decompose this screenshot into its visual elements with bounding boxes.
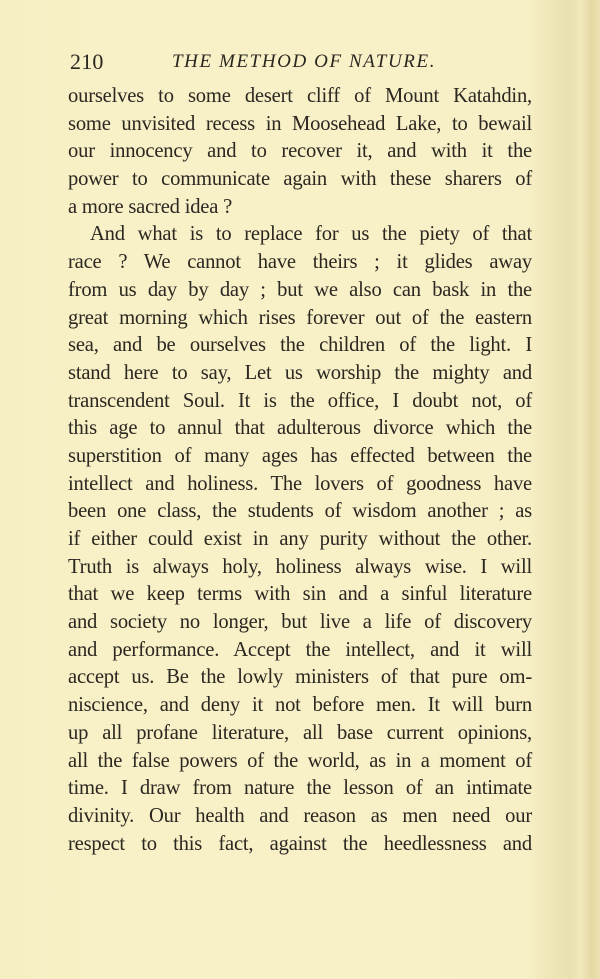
page-number: 210 xyxy=(70,49,104,74)
text-line: Truth is always holy, holiness always wise. I will xyxy=(68,555,532,578)
text-line: And what is to replace for us the piety of that xyxy=(90,223,532,246)
text-line: ourselves to some desert cliff of Mount Katahdin, xyxy=(68,85,532,107)
text-line: niscience, and deny it not before men. It will burn xyxy=(68,694,532,717)
text-line: great morning which rises forever out of the eastern xyxy=(68,306,532,329)
paragraph-1 xyxy=(68,83,532,221)
text-line: been one class, the students of wisdom another ; as xyxy=(68,500,532,523)
page-gutter-shadow xyxy=(580,0,600,979)
running-head-title: THE METHOD OF NATURE. xyxy=(172,51,437,72)
text-line: race ? We cannot have theirs ; it glides away xyxy=(68,251,532,274)
text-line: and society no longer, but live a life of discovery xyxy=(68,611,532,634)
text-line: accept us. Be the lowly ministers of that pure om- xyxy=(68,666,532,689)
text-line: that we keep terms with sin and a sinful literature xyxy=(68,583,532,606)
text-line: time. I draw from nature the lesson of an intimate xyxy=(68,777,532,800)
text-line: some unvisited recess in Moosehead Lake, to bewail xyxy=(68,112,532,135)
text-line: transcendent Soul. It is the office, I doubt not, of xyxy=(68,389,532,412)
text-line: up all profane literature, all base current opinions, xyxy=(68,721,532,744)
text-line: power to communicate again with these sharers of xyxy=(68,168,532,191)
text-line: a more sacred idea ? xyxy=(68,195,233,218)
text-line: divinity. Our health and reason as men need our xyxy=(68,804,532,827)
page-header xyxy=(70,49,532,79)
text-line: superstition of many ages has effected between the xyxy=(68,444,532,467)
text-line: our innocency and to recover it, and with it the xyxy=(68,140,532,163)
text-line: intellect and holiness. The lovers of goodness have xyxy=(68,472,532,495)
text-line: all the false powers of the world, as in a moment of xyxy=(68,749,532,772)
paragraph-2 xyxy=(68,221,532,858)
text-line: sea, and be ourselves the children of the light. I xyxy=(68,334,532,357)
text-line: and performance. Accept the intellect, and it will xyxy=(68,638,532,661)
text-line: stand here to say, Let us worship the mighty and xyxy=(68,361,532,384)
text-line: from us day by day ; but we also can bask in the xyxy=(68,278,532,301)
text-line: this age to annul that adulterous divorce which the xyxy=(68,417,532,440)
body-text xyxy=(68,83,532,858)
text-line: if either could exist in any purity without the other. xyxy=(68,528,532,550)
text-line: respect to this fact, against the heedlessness and xyxy=(68,832,532,855)
